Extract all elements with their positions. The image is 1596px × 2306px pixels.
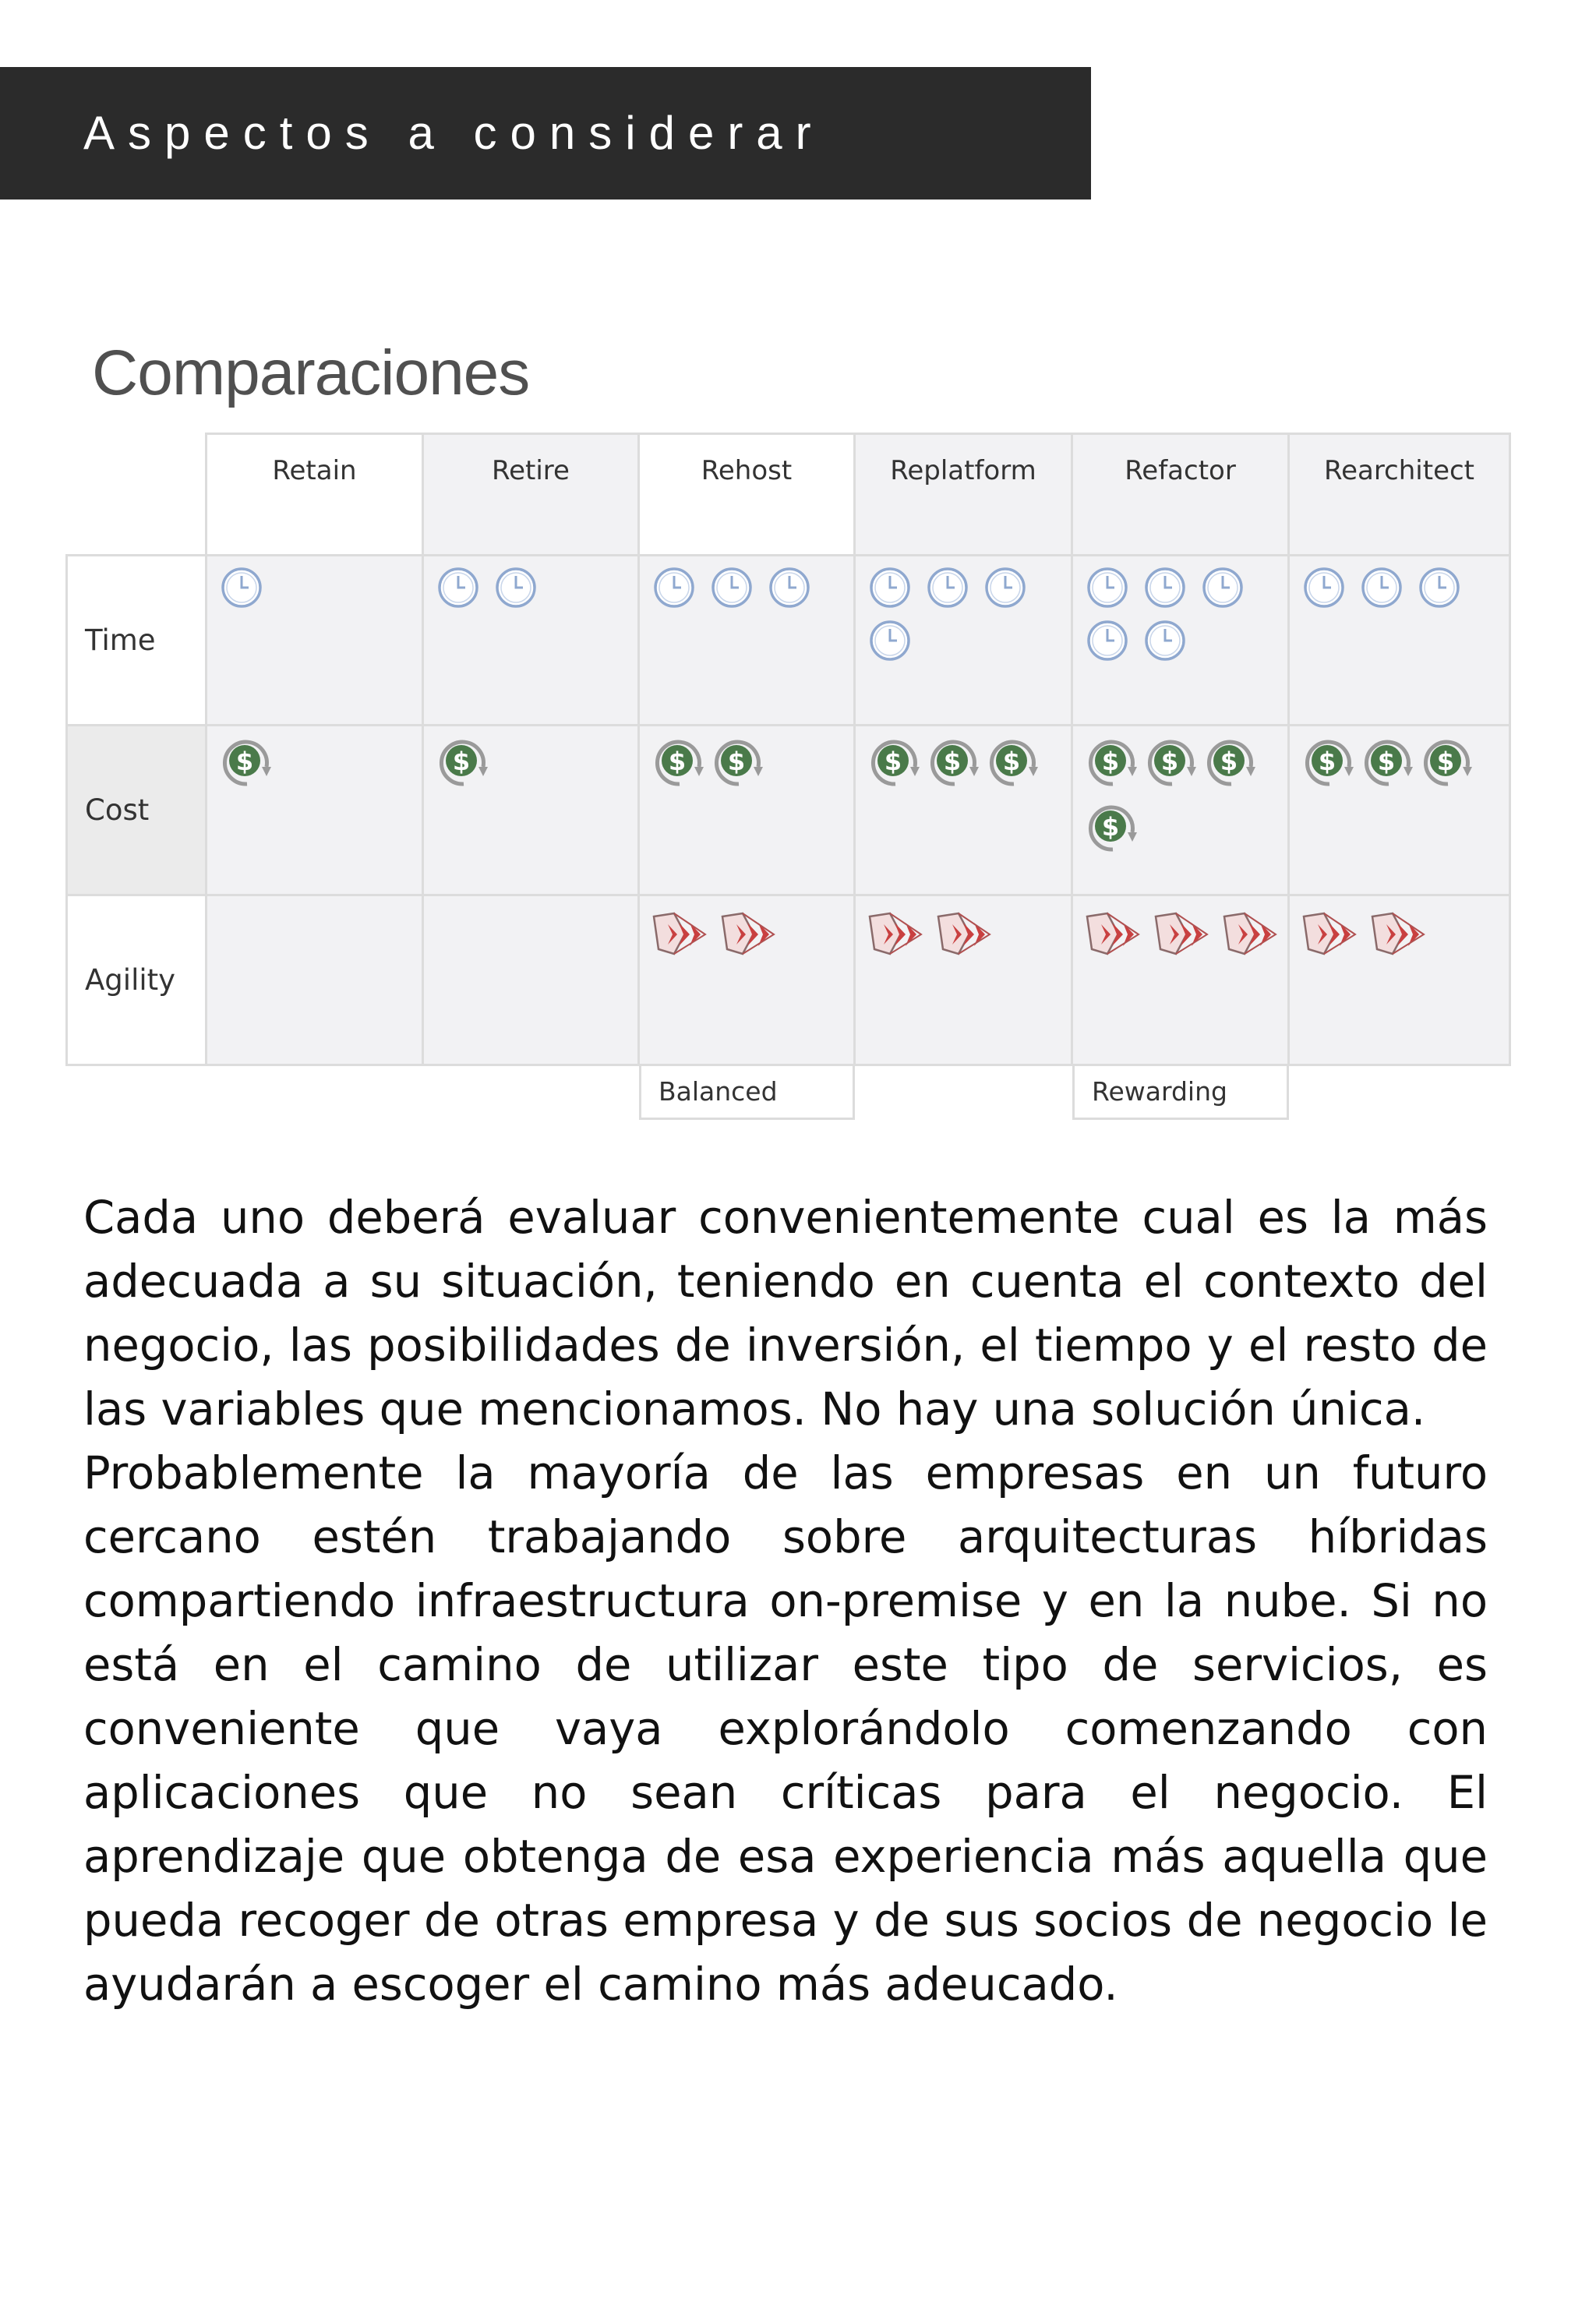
paragraph-2: Probablemente la mayoría de las empresas en un futuro cercano estén trabajando sobre arquitecturas híbridas compartiendo infraestructura on-premise y en la nube. Si no está en el camino de utilizar este tipo de servicios, es conveniente que vaya explorándolo comenzando con aplicaciones que no sean críticas para el negocio. El aprendizaje que obtenga de esa experiencia más aquella que pueda recoger de otras empresa y de sus socios de negocio le ayudarán a escoger el camino más adeucado.: [83, 1447, 1488, 2011]
row-header-time: [65, 554, 207, 726]
cell-time-retire: [422, 554, 640, 726]
row-header-cost: [65, 724, 207, 896]
svg-text:$: $: [235, 747, 254, 776]
body-text: [83, 1186, 1488, 2017]
agility-icon: [1084, 909, 1143, 960]
clock-icon: [867, 564, 913, 611]
clock-icon: [218, 564, 265, 611]
cell-time-refactor: [1071, 554, 1290, 726]
dollar-icon: [218, 734, 276, 793]
agility-icon: [651, 909, 710, 960]
header-bar: [0, 67, 1091, 200]
dollar-icon: [1202, 734, 1260, 793]
agility-icon: [935, 909, 994, 960]
icon-group: [1301, 564, 1506, 611]
dollar-icon: [867, 734, 924, 793]
cell-cost-replatform: [853, 724, 1073, 896]
column-header-retire: [422, 433, 640, 556]
clock-icon: [651, 564, 697, 611]
figure-title: Comparaciones: [92, 337, 530, 408]
column-header-rehost: [637, 433, 856, 556]
column-label: Rehost: [701, 455, 793, 486]
column-header-retain: [205, 433, 424, 556]
icon-group: [1301, 734, 1506, 793]
cell-time-rearchitect: [1287, 554, 1511, 726]
dollar-icon: [1419, 734, 1477, 793]
clock-icon: [1416, 564, 1463, 611]
svg-text:$: $: [1436, 747, 1455, 776]
cell-time-retain: [205, 554, 424, 726]
clock-icon: [1199, 564, 1246, 611]
svg-text:$: $: [1220, 747, 1238, 776]
icon-group: [651, 564, 850, 611]
clock-icon: [1084, 564, 1131, 611]
svg-text:$: $: [1377, 747, 1396, 776]
row-header-agility: [65, 894, 207, 1066]
icon-group: [867, 564, 1068, 664]
column-label: Retain: [272, 455, 357, 486]
clock-icon: [924, 564, 971, 611]
clock-icon: [867, 617, 913, 664]
svg-text:$: $: [1002, 747, 1021, 776]
svg-text:$: $: [884, 747, 902, 776]
column-header-refactor: [1071, 433, 1290, 556]
agility-icon: [1153, 909, 1212, 960]
cell-agility-refactor: [1071, 894, 1290, 1066]
svg-text:$: $: [1160, 747, 1179, 776]
dollar-icon: [1084, 734, 1142, 793]
dollar-icon: [1360, 734, 1418, 793]
cell-agility-rehost: [637, 894, 856, 1066]
dollar-icon: [985, 734, 1043, 793]
icon-group: [218, 734, 418, 793]
column-label: Replatform: [890, 455, 1036, 486]
icon-group: [1301, 909, 1506, 960]
cell-agility-replatform: [853, 894, 1073, 1066]
clock-icon: [493, 564, 539, 611]
clock-icon: [766, 564, 813, 611]
cell-agility-retain: [205, 894, 424, 1066]
icon-group: [1084, 734, 1284, 859]
cell-time-replatform: [853, 554, 1073, 726]
svg-text:$: $: [943, 747, 962, 776]
dollar-icon: [651, 734, 708, 793]
clock-icon: [1142, 617, 1188, 664]
svg-text:$: $: [452, 747, 471, 776]
agility-icon: [1369, 909, 1428, 960]
footer-label-refactor: Rewarding: [1072, 1064, 1289, 1120]
svg-text:$: $: [1101, 812, 1120, 842]
svg-text:$: $: [668, 747, 687, 776]
icon-group: [651, 734, 850, 793]
dollar-icon: [1084, 800, 1142, 859]
clock-icon: [1142, 564, 1188, 611]
cell-cost-rehost: [637, 724, 856, 896]
cell-time-rehost: [637, 554, 856, 726]
row-label: Cost: [85, 793, 150, 827]
column-label: Rearchitect: [1323, 455, 1475, 486]
cell-agility-retire: [422, 894, 640, 1066]
dollar-icon: [710, 734, 768, 793]
icon-group: [435, 564, 634, 611]
svg-text:$: $: [1318, 747, 1336, 776]
dollar-icon: [1301, 734, 1358, 793]
dollar-icon: [435, 734, 493, 793]
column-label: Refactor: [1125, 455, 1236, 486]
agility-icon: [867, 909, 926, 960]
icon-group: [435, 734, 634, 793]
clock-icon: [708, 564, 755, 611]
icon-group: [651, 909, 850, 960]
agility-icon: [1221, 909, 1280, 960]
cell-cost-rearchitect: [1287, 724, 1511, 896]
paragraph-1: Cada uno deberá evaluar convenientemente cual es la más adecuada a su situación, teniendo en cuenta el contexto del negocio, las posibilidades de inversión, el tiempo y el resto de las variables que mencionamos. No hay una solución única.: [83, 1192, 1488, 1436]
footer-label-rehost: Balanced: [639, 1064, 855, 1120]
clock-icon: [982, 564, 1029, 611]
svg-text:$: $: [1101, 747, 1120, 776]
column-header-replatform: [853, 433, 1073, 556]
cell-agility-rearchitect: [1287, 894, 1511, 1066]
icon-group: [1084, 564, 1284, 664]
cell-cost-retain: [205, 724, 424, 896]
icon-group: [867, 909, 1068, 960]
cell-cost-retire: [422, 724, 640, 896]
clock-icon: [1301, 564, 1347, 611]
row-label: Time: [85, 623, 156, 657]
agility-icon: [719, 909, 779, 960]
column-label: Retire: [492, 455, 570, 486]
column-header-rearchitect: [1287, 433, 1511, 556]
clock-icon: [1084, 617, 1131, 664]
agility-icon: [1301, 909, 1360, 960]
icon-group: [867, 734, 1068, 793]
svg-text:$: $: [727, 747, 746, 776]
clock-icon: [1358, 564, 1405, 611]
dollar-icon: [926, 734, 983, 793]
icon-group: [218, 564, 418, 611]
clock-icon: [435, 564, 482, 611]
icon-group: [1084, 909, 1284, 960]
header-title: Aspectos a considerar: [83, 107, 824, 159]
row-label: Agility: [85, 963, 176, 997]
dollar-icon: [1143, 734, 1201, 793]
cell-cost-refactor: [1071, 724, 1290, 896]
